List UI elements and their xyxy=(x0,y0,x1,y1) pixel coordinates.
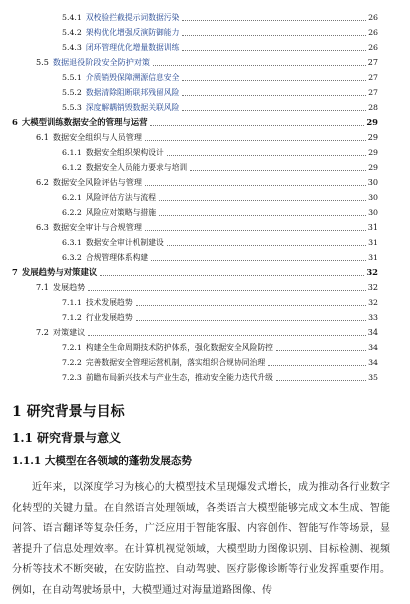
toc-entry[interactable] xyxy=(62,311,378,324)
toc-title: 闭环管理优化增量数据训练 xyxy=(85,43,180,52)
toc-entry[interactable] xyxy=(62,206,378,219)
toc-entry[interactable] xyxy=(62,86,378,99)
toc-title: 对策建议 xyxy=(52,327,86,337)
toc-leader-dots xyxy=(159,200,366,201)
toc-page: 32 xyxy=(367,282,378,292)
toc-page: 31 xyxy=(368,253,378,262)
toc-title: 数据安全审计机制建设 xyxy=(85,238,164,247)
toc-leader-dots xyxy=(150,125,364,126)
toc-page: 34 xyxy=(368,343,378,352)
toc-number: 7.1 xyxy=(36,282,49,292)
toc-leader-dots xyxy=(88,290,365,291)
toc-title: 构建全生命周期技术防护体系，强化数据安全风险防控 xyxy=(85,343,273,352)
toc-title: 风险评估方法与流程 xyxy=(85,193,157,202)
toc-leader-dots xyxy=(182,110,366,111)
toc-number: 5.4.1 xyxy=(62,13,82,22)
toc-number: 6.3 xyxy=(36,222,49,232)
toc-page: 26 xyxy=(368,43,378,52)
toc-leader-dots xyxy=(182,95,366,96)
toc-number: 6.2 xyxy=(36,177,49,187)
toc-entry[interactable] xyxy=(36,281,378,294)
toc-page: 31 xyxy=(367,222,378,232)
toc-title: 数据安全组织与人员管理 xyxy=(52,132,142,142)
toc-page: 26 xyxy=(368,13,378,22)
toc-entry[interactable] xyxy=(62,101,378,114)
toc-leader-dots xyxy=(159,215,366,216)
toc-entry[interactable] xyxy=(36,131,378,144)
toc-leader-dots xyxy=(136,320,366,321)
toc-page: 30 xyxy=(367,177,378,187)
toc-page: 30 xyxy=(368,208,378,217)
toc-number: 5.4.3 xyxy=(62,43,82,52)
toc-number: 5.4.2 xyxy=(62,28,82,37)
toc-leader-dots xyxy=(167,155,366,156)
toc-page: 32 xyxy=(366,267,378,277)
toc-number: 7.2.1 xyxy=(62,343,82,352)
toc-page: 29 xyxy=(368,163,378,172)
toc-leader-dots xyxy=(276,350,366,351)
toc-entry[interactable] xyxy=(36,176,378,189)
toc-number: 6 xyxy=(12,117,18,127)
section-heading: 1.1 研究背景与意义 xyxy=(12,431,122,445)
toc-title: 前瞻布局新兴技术与产业生态，推动安全能力迭代升级 xyxy=(85,373,273,382)
toc-leader-dots xyxy=(182,20,366,21)
toc-leader-dots xyxy=(100,275,364,276)
toc-page: 27 xyxy=(368,73,378,82)
toc-page: 27 xyxy=(367,57,378,67)
toc-title: 完善数据安全管理运营机制，落实组织合规协同治理 xyxy=(85,358,266,367)
toc-title: 发展趋势与对策建议 xyxy=(21,267,98,277)
toc-title: 数据安全人员能力要求与培训 xyxy=(85,163,188,172)
toc-leader-dots xyxy=(190,170,366,171)
toc-title: 数据安全风险评估与管理 xyxy=(52,177,142,187)
toc-title: 架构优化增强反演防御能力 xyxy=(85,28,180,37)
toc-leader-dots xyxy=(145,140,366,141)
toc-number: 6.2.1 xyxy=(62,193,82,202)
toc-page: 29 xyxy=(368,148,378,157)
toc-entry[interactable] xyxy=(36,326,378,339)
toc-leader-dots xyxy=(145,230,366,231)
toc-title: 双校验拦截提示词数据污染 xyxy=(85,13,180,22)
toc-number: 7.2.2 xyxy=(62,358,82,367)
toc-number: 7.1.1 xyxy=(62,298,82,307)
toc-entry[interactable] xyxy=(12,116,378,129)
toc-entry[interactable] xyxy=(62,356,378,369)
toc-number: 6.1.2 xyxy=(62,163,82,172)
toc-page: 29 xyxy=(366,117,378,127)
toc-number: 6.1.1 xyxy=(62,148,82,157)
toc-entry[interactable] xyxy=(36,221,378,234)
toc-page: 31 xyxy=(368,238,378,247)
toc-leader-dots xyxy=(182,50,366,51)
toc-entry[interactable] xyxy=(62,296,378,309)
toc-page: 28 xyxy=(368,103,378,112)
toc-title: 深度解耦销毁数据关联风险 xyxy=(85,103,180,112)
toc-entry[interactable] xyxy=(62,146,378,159)
toc-leader-dots xyxy=(153,65,366,66)
toc-entry[interactable] xyxy=(62,251,378,264)
toc-page: 34 xyxy=(367,327,378,337)
body-paragraph: 近年来，以深度学习为核心的大模型技术呈现爆发式增长，成为推动各行业数字化转型的关键力量。在自然语言处理领域，各类语言大模型能够完成文本生成、智能问答、语言翻译等复杂任务，广泛应用于智能客服、内容创作、智能写作等场景，显著提升了信息处理效率。在计算机视觉领域，大模型助力图像识别、目标检测、视频分析等技术不断突破，在安防监控、自动驾驶、医疗影像诊断等行业发挥重要作用。例如，在自动驾驶场景中，大模型通过对海量道路图像、传 xyxy=(12,482,390,596)
toc-page: 29 xyxy=(367,132,378,142)
toc-number: 7.2 xyxy=(36,327,49,337)
toc-number: 5.5.1 xyxy=(62,73,82,82)
toc-entry[interactable] xyxy=(62,26,378,39)
toc-entry[interactable] xyxy=(62,41,378,54)
toc-leader-dots xyxy=(276,380,366,381)
toc-number: 7 xyxy=(12,267,18,277)
toc-leader-dots xyxy=(88,335,365,336)
toc-number: 6.1 xyxy=(36,132,49,142)
chapter-heading: 1 研究背景与目标 xyxy=(12,404,125,420)
toc-page: 33 xyxy=(368,313,378,322)
toc-entry[interactable] xyxy=(36,56,378,69)
toc-page: 35 xyxy=(368,373,378,382)
toc-entry[interactable] xyxy=(62,71,378,84)
toc-number: 7.2.3 xyxy=(62,373,82,382)
toc-title: 数据清除阻断联邦残留风险 xyxy=(85,88,180,97)
toc-number: 6.3.1 xyxy=(62,238,82,247)
toc-number: 5.5 xyxy=(36,57,49,67)
toc-page: 30 xyxy=(368,193,378,202)
toc-entry[interactable] xyxy=(62,11,378,24)
toc-title: 风险应对策略与措施 xyxy=(85,208,157,217)
toc-entry[interactable] xyxy=(12,266,378,279)
toc-entry[interactable] xyxy=(62,371,378,384)
toc-entry[interactable] xyxy=(62,236,378,249)
toc-title: 数据安全审计与合规管理 xyxy=(52,222,142,232)
toc-title: 数据退役阶段安全防护对策 xyxy=(52,57,151,67)
toc-number: 6.3.2 xyxy=(62,253,82,262)
toc-page: 32 xyxy=(368,298,378,307)
toc-leader-dots xyxy=(268,365,366,366)
toc-leader-dots xyxy=(151,260,366,261)
toc-leader-dots xyxy=(145,185,366,186)
toc-title: 数据安全组织架构设计 xyxy=(85,148,164,157)
toc-leader-dots xyxy=(167,245,366,246)
toc-title: 介质销毁保障溯源信息安全 xyxy=(85,73,180,82)
subsection-heading: 1.1.1 大模型在各领域的蓬勃发展态势 xyxy=(12,455,192,467)
toc-leader-dots xyxy=(136,305,366,306)
toc-leader-dots xyxy=(182,80,366,81)
toc-entry[interactable] xyxy=(62,191,378,204)
toc-page: 27 xyxy=(368,88,378,97)
toc-number: 7.1.2 xyxy=(62,313,82,322)
toc-title: 合规管理体系构建 xyxy=(85,253,149,262)
toc-entry[interactable] xyxy=(62,341,378,354)
toc-number: 5.5.2 xyxy=(62,88,82,97)
toc-title: 发展趋势 xyxy=(52,282,86,292)
toc-entry[interactable] xyxy=(62,161,378,174)
toc-title: 技术发展趋势 xyxy=(85,298,133,307)
toc-page: 26 xyxy=(368,28,378,37)
toc-number: 6.2.2 xyxy=(62,208,82,217)
toc-page: 34 xyxy=(368,358,378,367)
toc-number: 5.5.3 xyxy=(62,103,82,112)
toc-leader-dots xyxy=(182,35,366,36)
toc-title: 行业发展趋势 xyxy=(85,313,133,322)
toc-title: 大模型训练数据安全的管理与运营 xyxy=(21,117,148,127)
